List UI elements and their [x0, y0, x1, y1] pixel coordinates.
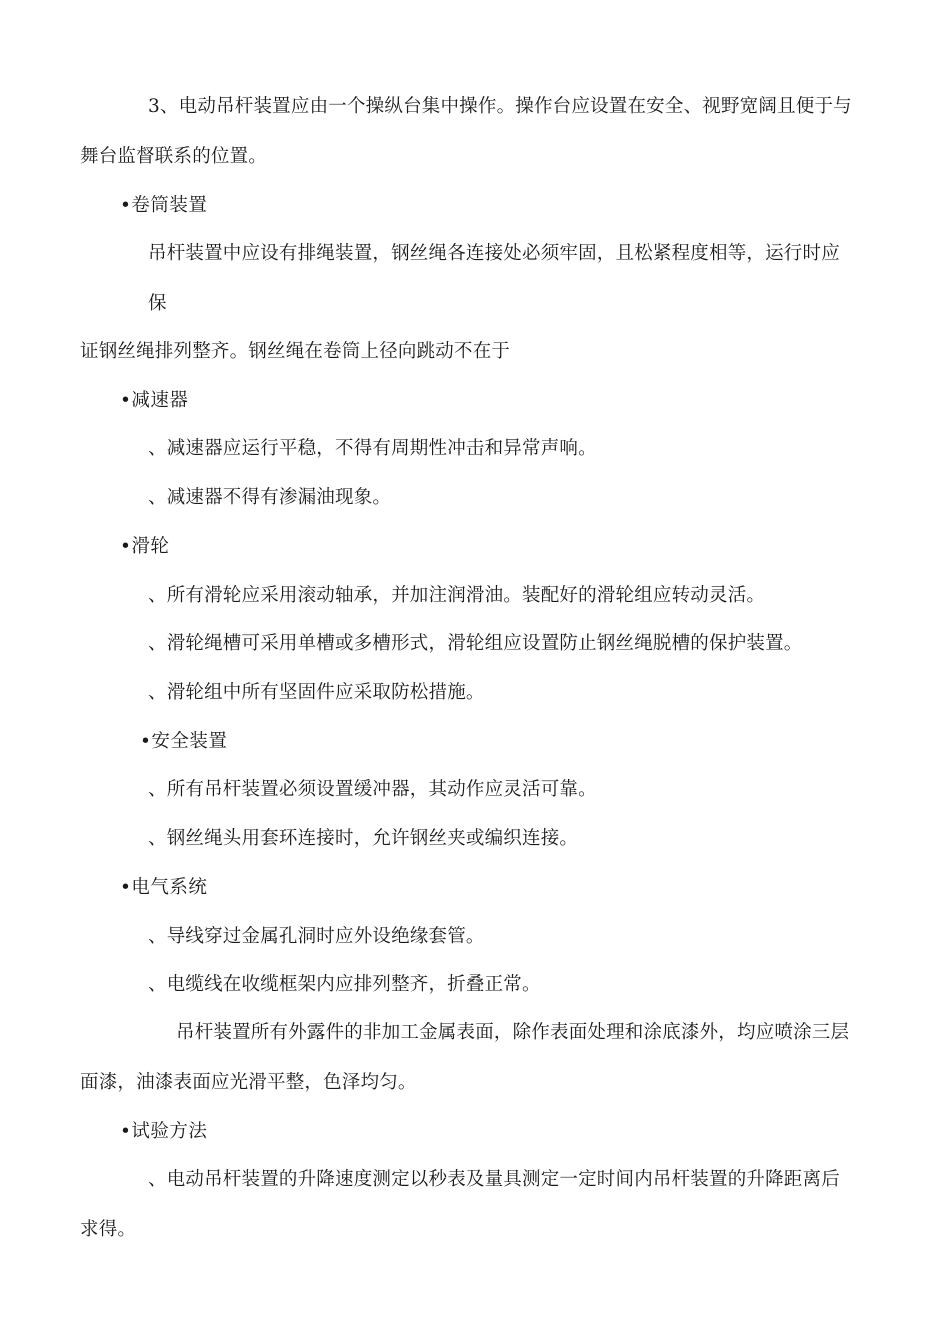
drum-paragraph-line-3: 证钢丝绳排列整齐。钢丝绳在卷筒上径向跳动不在于 — [80, 341, 511, 362]
paragraph-3-line-1: 3、电动吊杆装置应由一个操纵台集中操作。操作台应设置在安全、视野宽阔且便于与 — [148, 96, 852, 117]
section-heading-test: •试验方法 — [120, 1121, 208, 1142]
drum-paragraph-line-2: 保 — [148, 293, 167, 314]
safety-item-2: 、钢丝绳头用套环连接时，允许钢丝夹或编织连接。 — [148, 828, 579, 849]
section-heading-safety: •安全装置 — [140, 731, 228, 752]
paint-paragraph-line-1: 吊杆装置所有外露件的非加工金属表面，除作表面处理和涂底漆外，均应喷涂三层 — [176, 1022, 850, 1043]
section-heading-electric: •电气系统 — [120, 877, 208, 898]
reducer-item-1: 、减速器应运行平稳，不得有周期性冲击和异常声响。 — [148, 438, 597, 459]
electric-item-1: 、导线穿过金属孔洞时应外设绝缘套管。 — [148, 926, 485, 947]
reducer-item-2: 、减速器不得有渗漏油现象。 — [148, 487, 392, 508]
pulley-item-2: 、滑轮绳槽可采用单槽或多槽形式，滑轮组应设置防止钢丝绳脱槽的保护装置。 — [148, 633, 803, 654]
test-paragraph-line-2: 求得。 — [80, 1219, 137, 1240]
drum-paragraph-line-1: 吊杆装置中应设有排绳装置，钢丝绳各连接处必须牢固，且松紧程度相等，运行时应 — [148, 243, 840, 264]
test-paragraph-line-1: 、电动吊杆装置的升降速度测定以秒表及量具测定一定时间内吊杆装置的升降距离后 — [148, 1169, 840, 1190]
paragraph-3-line-2: 舞台监督联系的位置。 — [80, 146, 268, 167]
paint-paragraph-line-2: 面漆，油漆表面应光滑平整，色泽均匀。 — [80, 1072, 417, 1093]
section-heading-drum: •卷筒装置 — [120, 195, 208, 216]
electric-item-2: 、电缆线在收缆框架内应排列整齐，折叠正常。 — [148, 974, 541, 995]
safety-item-1: 、所有吊杆装置必须设置缓冲器，其动作应灵活可靠。 — [148, 779, 597, 800]
pulley-item-3: 、滑轮组中所有坚固件应采取防松措施。 — [148, 682, 485, 703]
section-heading-pulley: •滑轮 — [120, 536, 170, 557]
pulley-item-1: 、所有滑轮应采用滚动轴承，并加注润滑油。装配好的滑轮组应转动灵活。 — [148, 585, 766, 606]
section-heading-reducer: •减速器 — [120, 390, 189, 411]
